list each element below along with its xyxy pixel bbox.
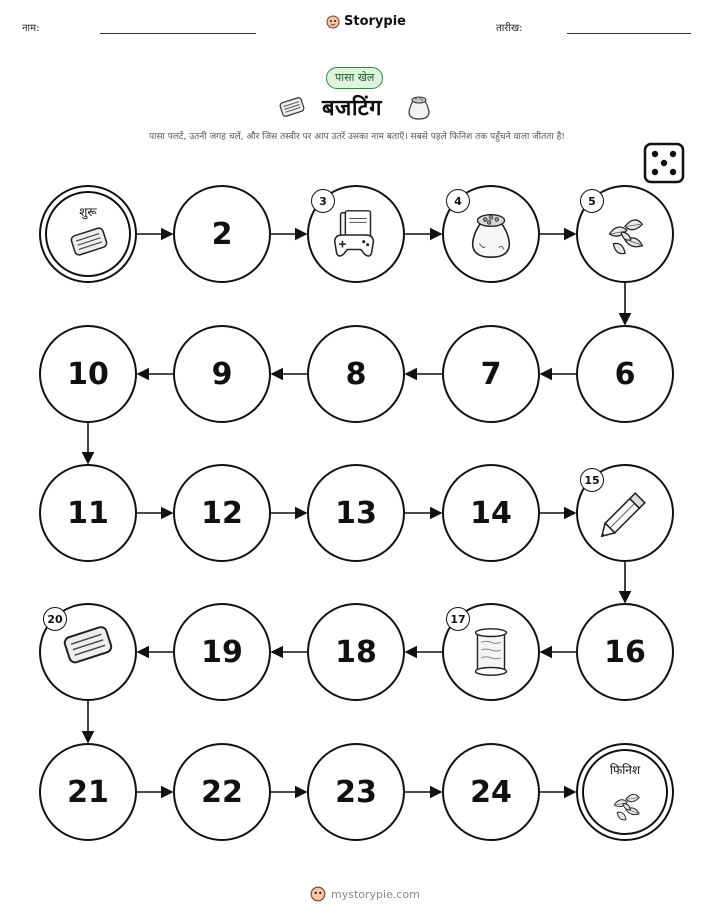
board-space-23 <box>307 743 405 841</box>
board-space-19 <box>173 603 271 701</box>
space-number: 10 <box>67 356 109 392</box>
board-space-9 <box>173 325 271 423</box>
footer-site: mystorypie.com <box>331 887 420 901</box>
space-number: 12 <box>201 495 243 531</box>
space-number: 6 <box>614 356 636 392</box>
board-space-18 <box>307 603 405 701</box>
board-space-3 <box>307 185 405 283</box>
finish-label: फिनिश <box>609 763 641 777</box>
start-space <box>39 185 137 283</box>
board-space-6 <box>576 325 674 423</box>
board-space-13 <box>307 464 405 562</box>
board-space-7 <box>442 325 540 423</box>
board-space-4 <box>442 185 540 283</box>
board-space-21 <box>39 743 137 841</box>
scroll-icon <box>462 623 520 685</box>
space-number-badge: 15 <box>580 468 604 492</box>
space-number: 18 <box>335 634 377 670</box>
board-space-2 <box>173 185 271 283</box>
finish-space <box>576 743 674 841</box>
storypie-mascot-icon <box>310 886 326 902</box>
instructions-text: पासा पलटें, उतनी जगह चलें, और जिस तस्वीर पर आप उतरें उसका नाम बताएँ। सबसे पहले फिनिश तक पहुँचने वाला जीतता है! <box>149 132 565 142</box>
date-label: तारीख: <box>496 23 523 34</box>
game-type-tag: पासा खेल <box>326 67 383 89</box>
board-space-15 <box>576 464 674 562</box>
space-number: 19 <box>201 634 243 670</box>
space-number-badge: 3 <box>311 189 335 213</box>
page-title: बजटिंग <box>322 96 383 121</box>
leaves-icon <box>604 783 648 831</box>
board-space-11 <box>39 464 137 562</box>
board-space-17 <box>442 603 540 701</box>
footer <box>310 886 420 902</box>
pencil-icon <box>596 484 654 546</box>
board-space-22 <box>173 743 271 841</box>
board-space-12 <box>173 464 271 562</box>
wallet-icon <box>59 623 117 671</box>
board-space-16 <box>576 603 674 701</box>
space-number: 8 <box>345 356 367 392</box>
space-number: 11 <box>67 495 109 531</box>
space-number: 2 <box>211 216 233 252</box>
name-label: नाम: <box>22 23 40 34</box>
space-number: 24 <box>470 774 512 810</box>
space-number-badge: 4 <box>446 189 470 213</box>
space-number: 23 <box>335 774 377 810</box>
wallet-icon <box>67 225 111 262</box>
board-space-8 <box>307 325 405 423</box>
game-console-icon <box>327 205 385 267</box>
space-number: 22 <box>201 774 243 810</box>
space-number: 13 <box>335 495 377 531</box>
board-space-10 <box>39 325 137 423</box>
coin-sack-icon <box>462 205 520 267</box>
space-number-badge: 17 <box>446 607 470 631</box>
board-space-5 <box>576 185 674 283</box>
brand-name: Storypie <box>344 14 406 29</box>
space-number: 7 <box>480 356 502 392</box>
space-number-badge: 5 <box>580 189 604 213</box>
space-number: 14 <box>470 495 512 531</box>
board-space-24 <box>442 743 540 841</box>
leaves-icon <box>596 205 654 267</box>
board-space-20 <box>39 603 137 701</box>
space-number-badge: 20 <box>43 607 67 631</box>
space-number: 21 <box>67 774 109 810</box>
space-number: 9 <box>211 356 233 392</box>
space-number: 16 <box>604 634 646 670</box>
start-label: शुरू <box>79 205 97 219</box>
board-space-14 <box>442 464 540 562</box>
